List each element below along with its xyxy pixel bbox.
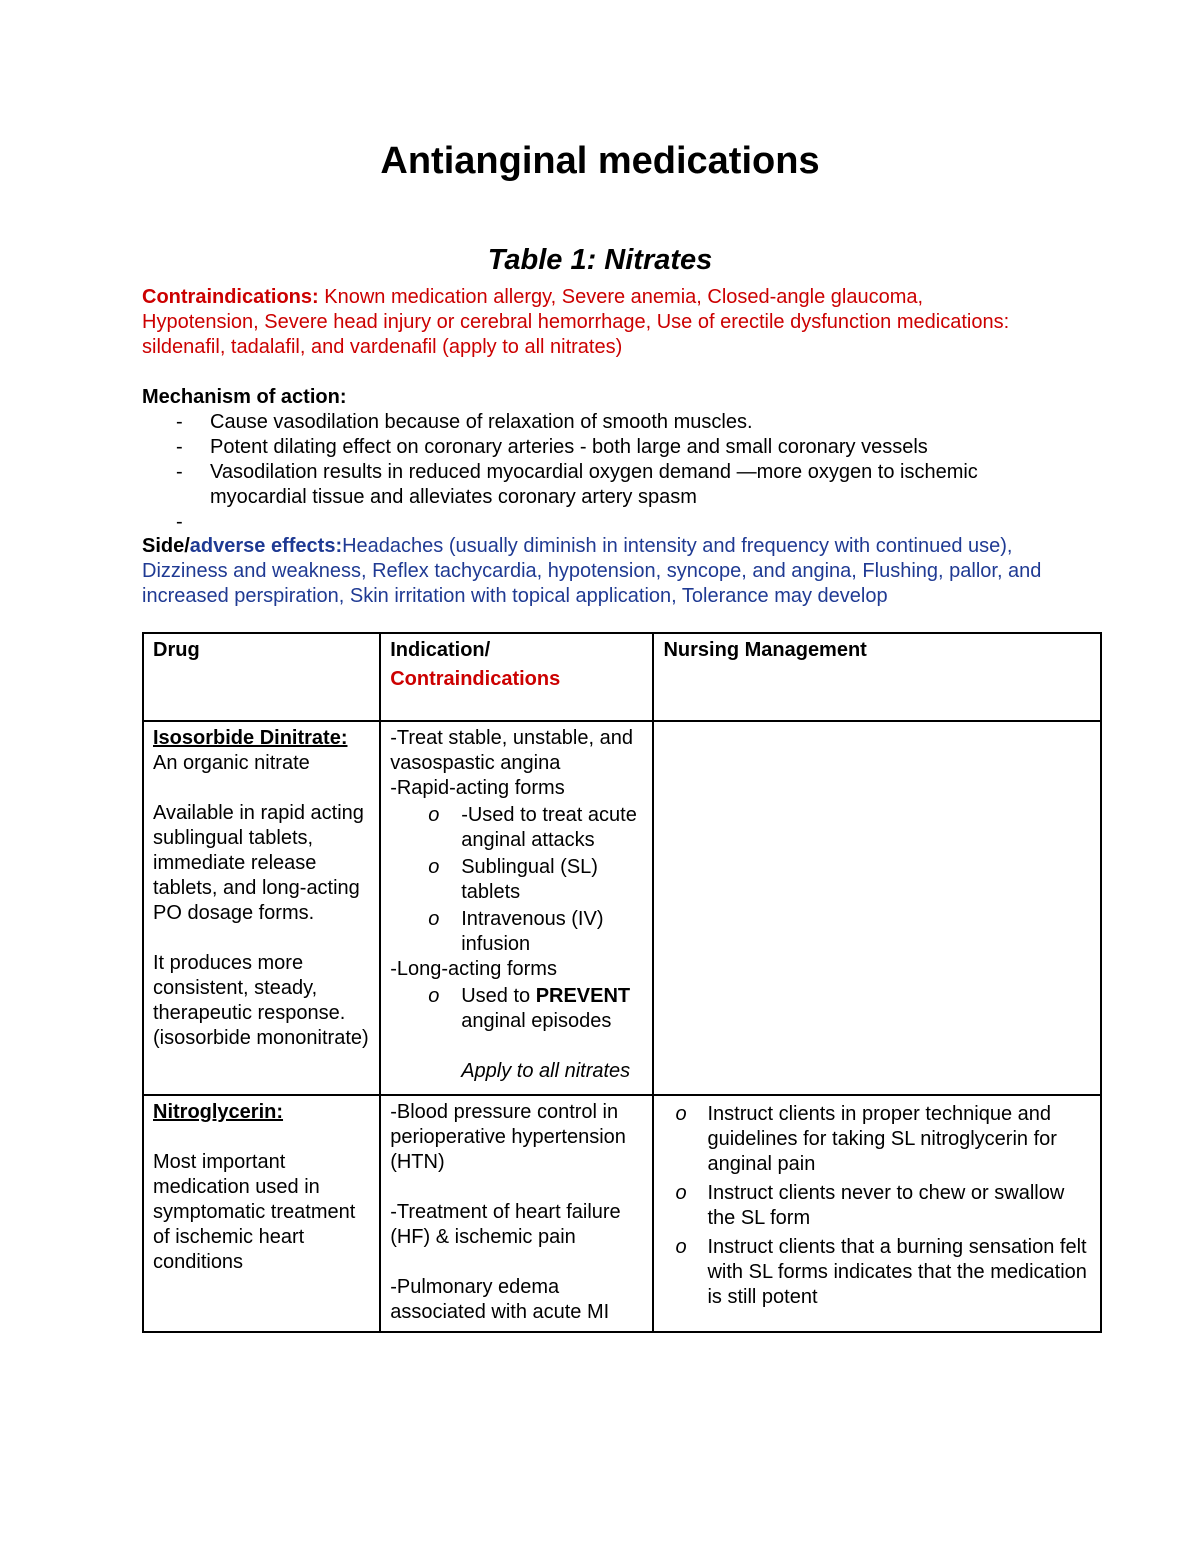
adverse-effects-label: adverse effects: — [189, 535, 343, 557]
table-row — [143, 721, 1101, 1095]
nursing-list — [663, 1102, 1092, 1310]
dash-bullet: - — [176, 411, 183, 433]
list-item — [390, 855, 644, 905]
mechanism-item — [142, 435, 1042, 460]
circle-bullet-icon: o — [428, 908, 440, 930]
list-item-text: -Used to treat acute anginal attacks — [461, 804, 637, 851]
list-item — [663, 1102, 1092, 1177]
drug-name: Isosorbide Dinitrate: — [153, 727, 348, 749]
list-item — [390, 907, 644, 957]
list-item-text: Instruct clients in proper technique and guidelines for taking SL nitroglycerin for anginal pain — [707, 1103, 1057, 1175]
mechanism-item — [142, 410, 1042, 435]
list-item — [390, 984, 644, 1034]
list-item-text: Instruct clients that a burning sensation felt with SL forms indicates that the medication is still potent — [707, 1236, 1087, 1308]
contraindications-paragraph — [142, 285, 1042, 360]
list-item-text: anginal episodes — [461, 1010, 612, 1032]
indication-line: -Blood pressure control in perioperative hypertension (HTN) — [390, 1101, 626, 1173]
nursing-cell — [653, 721, 1101, 1095]
indication-line: -Rapid-acting forms — [390, 777, 565, 799]
circle-bullet-icon: o — [428, 804, 440, 826]
dash-bullet: - — [176, 436, 183, 458]
indication-line: -Pulmonary edema associated with acute MI — [390, 1276, 610, 1323]
mechanism-item-text: Vasodilation results in reduced myocardial oxygen demand —more oxygen to ischemic myocardial tissue and alleviates coronary artery spasm — [210, 461, 978, 508]
mechanism-item-text: Potent dilating effect on coronary arteries - both large and small coronary vessels — [210, 436, 928, 458]
list-item-text: Used to — [461, 985, 536, 1007]
circle-bullet-icon: o — [428, 856, 440, 878]
indication-cell — [380, 1095, 653, 1332]
list-item — [663, 1235, 1092, 1310]
side-label: Side/ — [142, 535, 190, 557]
side-effects-paragraph — [142, 534, 1042, 609]
dash-bullet: - — [176, 511, 183, 533]
header-nursing: Nursing Management — [653, 633, 1101, 721]
long-acting-list — [390, 984, 644, 1034]
circle-bullet-icon: o — [675, 1236, 687, 1258]
indication-line: -Long-acting forms — [390, 958, 557, 980]
apply-note: Apply to all nitrates — [461, 1060, 631, 1082]
dash-bullet: - — [176, 461, 183, 483]
nursing-cell — [653, 1095, 1101, 1332]
rapid-acting-list — [390, 803, 644, 957]
circle-bullet-icon: o — [675, 1182, 687, 1204]
page-title: Antianginal medications — [380, 140, 820, 182]
mechanism-label: Mechanism of action: — [142, 386, 347, 408]
emphasis-text: PREVENT — [535, 985, 631, 1007]
list-item — [390, 803, 644, 853]
mechanism-list — [142, 410, 1042, 535]
header-indication-label: Indication/ — [390, 639, 491, 661]
table-caption: Table 1: Nitrates — [487, 244, 713, 276]
list-item — [663, 1181, 1092, 1231]
table-header-row — [143, 633, 1101, 721]
drug-response: It produces more consistent, steady, therapeutic response. (isosorbide mononitrate) — [153, 952, 369, 1049]
drug-description: An organic nitrate — [153, 752, 310, 774]
circle-bullet-icon: o — [675, 1103, 687, 1125]
drug-description: Most important medication used in symptomatic treatment of ischemic heart conditions — [153, 1151, 356, 1273]
list-item-text: Sublingual (SL) tablets — [461, 856, 598, 903]
drug-cell — [143, 1095, 380, 1332]
drug-name: Nitroglycerin: — [153, 1101, 284, 1123]
circle-bullet-icon: o — [428, 985, 440, 1007]
contraindications-text: Known medication allergy, Severe anemia, Closed-angle glaucoma, Hypotension, Severe head injury or cerebral hemorrhage, Use of erectile dysfunction medications: sildenafil, tadalafil, and vardenafil (apply to all nitrates) — [142, 286, 1010, 358]
header-drug: Drug — [143, 633, 380, 721]
list-item-text: Intravenous (IV) infusion — [461, 908, 604, 955]
drug-cell — [143, 721, 380, 1095]
header-contraindications-label: Contraindications — [390, 668, 561, 690]
header-indication — [380, 633, 653, 721]
nitrates-table — [142, 632, 1102, 1333]
mechanism-item — [142, 510, 1042, 535]
contraindications-label: Contraindications: — [142, 286, 319, 308]
table-row — [143, 1095, 1101, 1332]
mechanism-section — [142, 385, 1042, 535]
list-item-text: Instruct clients never to chew or swallow the SL form — [707, 1182, 1065, 1229]
side-effects-text: Headaches (usually diminish in intensity and frequency with continued use), Dizziness and weakness, Reflex tachycardia, hypotension, syncope, and angina, Flushing, pallor, and increased perspiration, Skin irritation with topical application, Tolerance may develop — [142, 535, 1042, 607]
mechanism-item — [142, 460, 1042, 510]
indication-line: -Treat stable, unstable, and vasospastic angina — [390, 727, 633, 774]
mechanism-item-text: Cause vasodilation because of relaxation of smooth muscles. — [210, 411, 753, 433]
drug-forms: Available in rapid acting sublingual tablets, immediate release tablets, and long-acting PO dosage forms. — [153, 802, 364, 924]
indication-line: -Treatment of heart failure (HF) & ischemic pain — [390, 1201, 621, 1248]
indication-cell — [380, 721, 653, 1095]
